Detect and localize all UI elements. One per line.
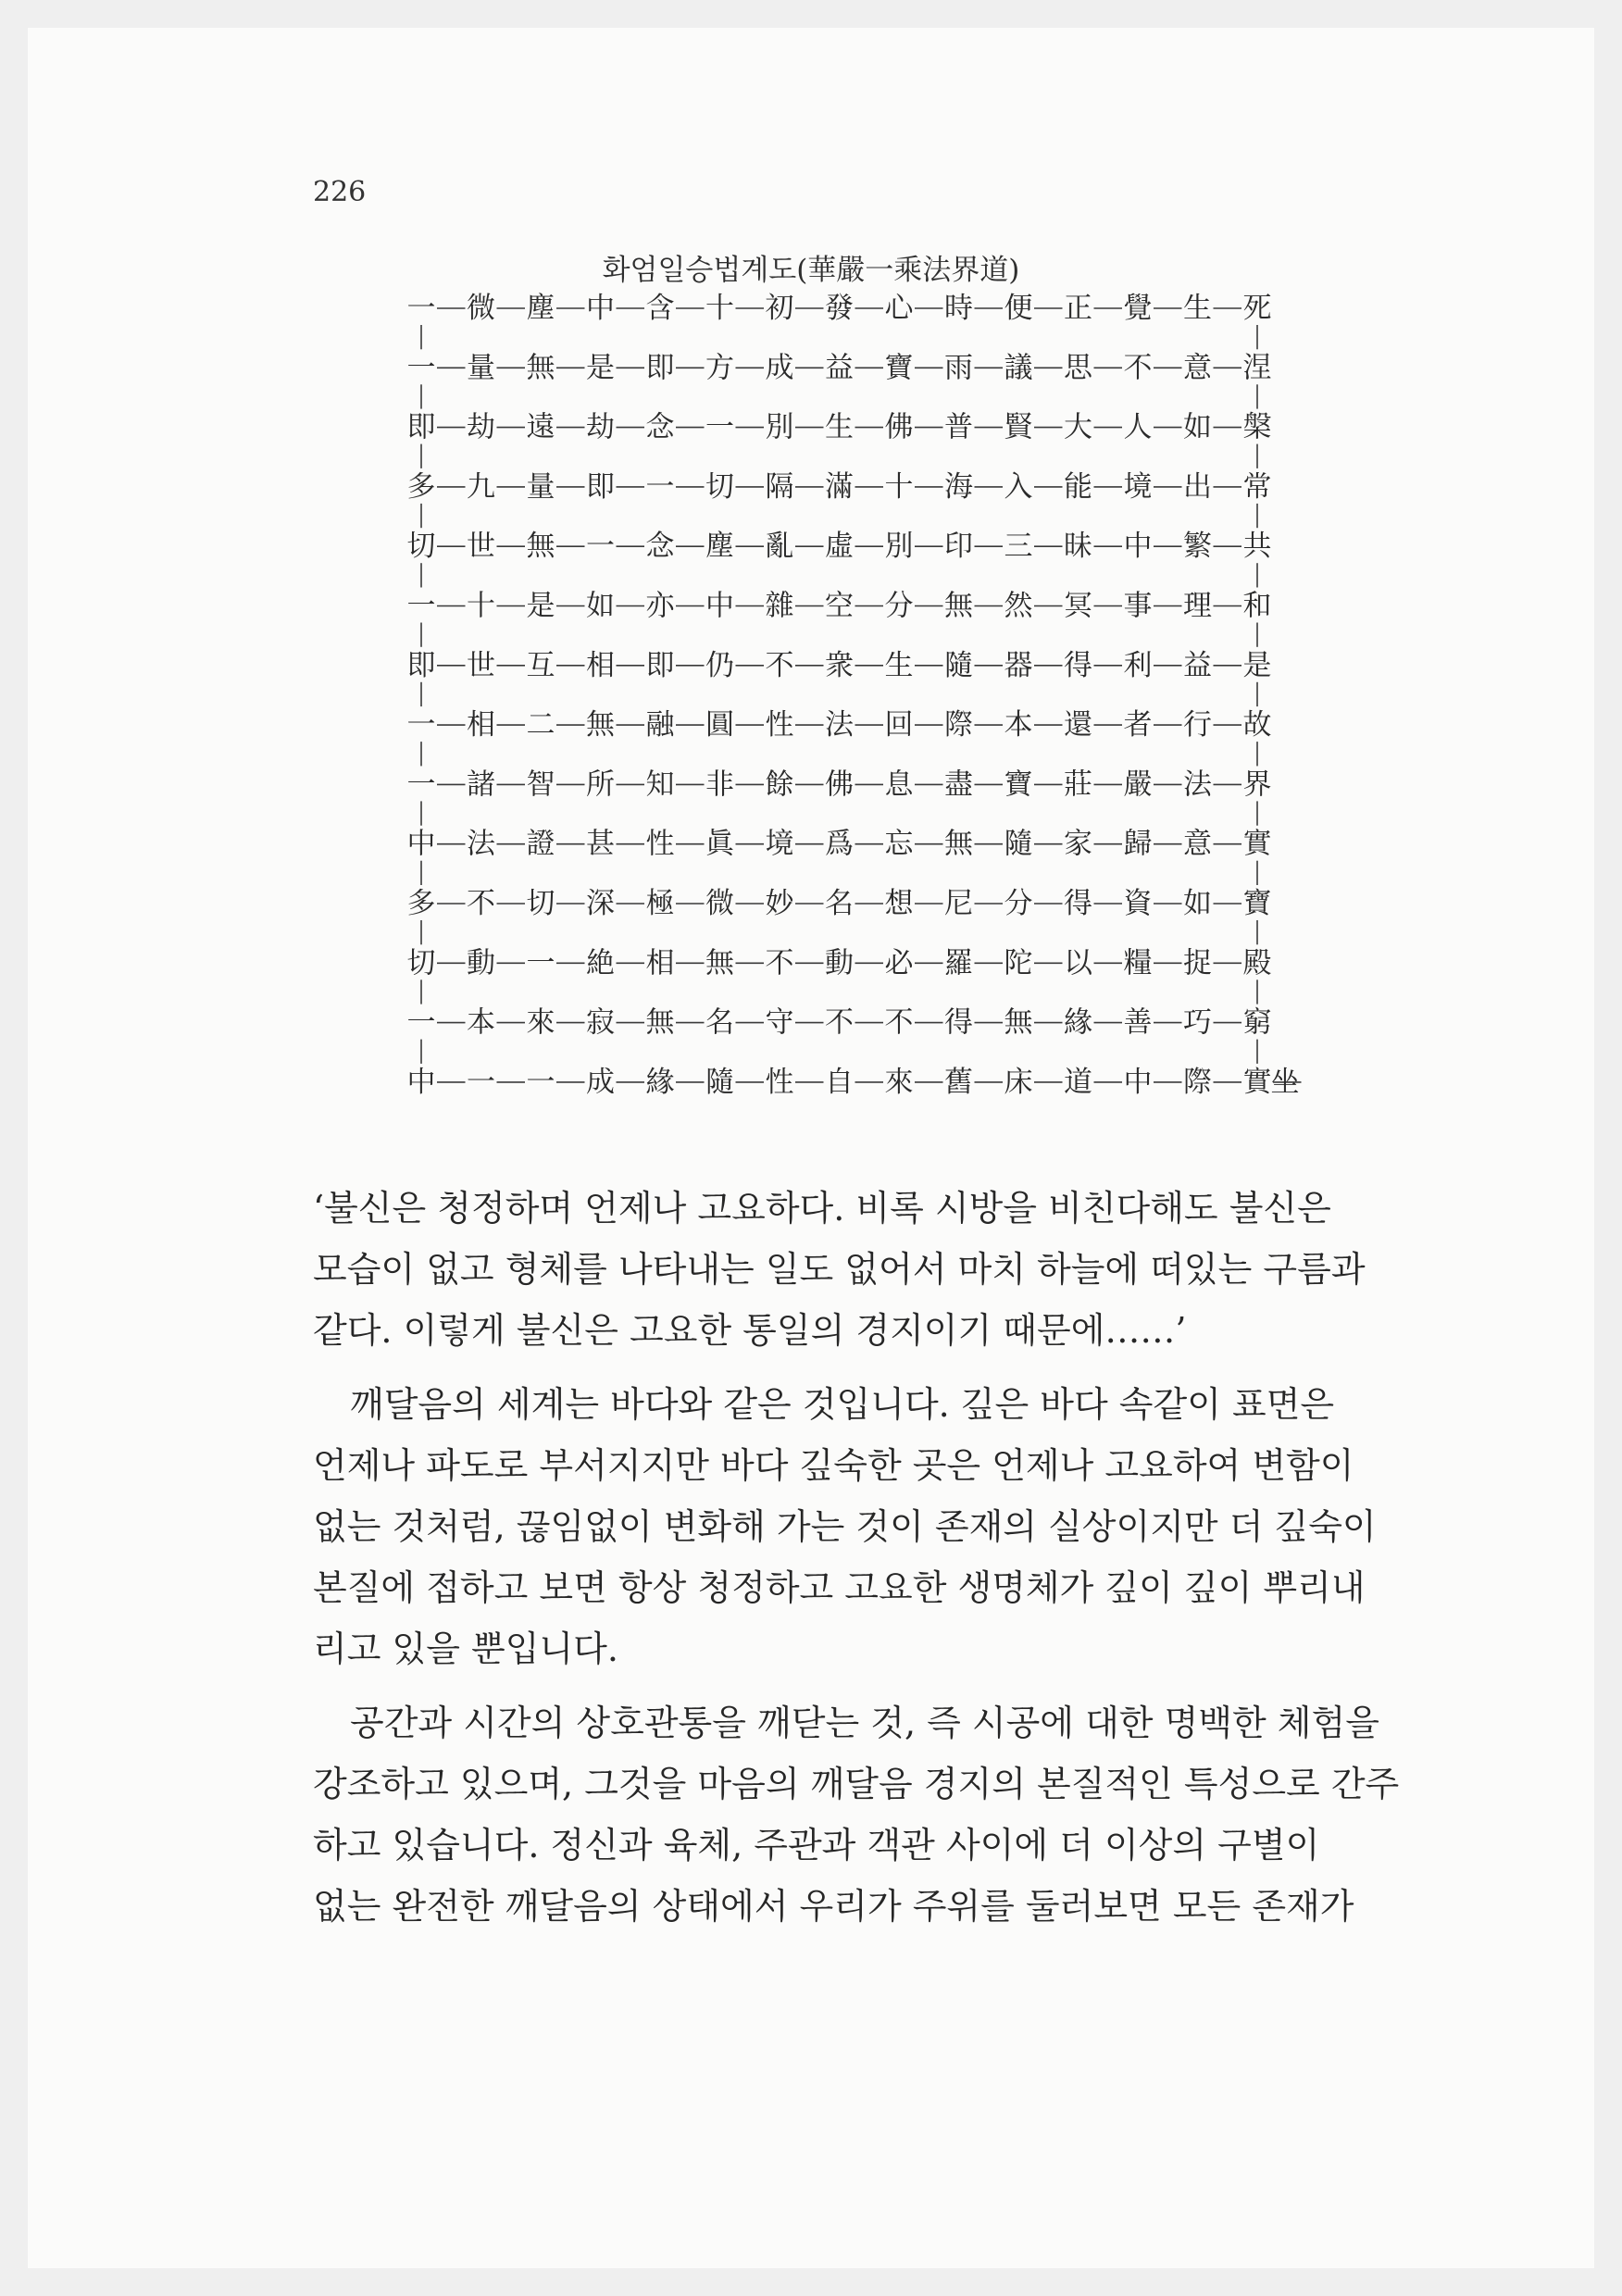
- diagram-character: 不: [765, 648, 794, 682]
- diagram-character: 議: [1004, 351, 1033, 385]
- diagram-character: 嚴: [1123, 767, 1153, 802]
- diagram-character: 相: [467, 708, 495, 742]
- diagram-character: 覺: [1123, 292, 1153, 325]
- diagram-character: 來: [884, 1065, 914, 1099]
- diagram-character: 切: [406, 530, 436, 564]
- diagram-character: 隔: [765, 469, 794, 504]
- diagram-character: 生: [825, 410, 854, 444]
- body-text: [313, 1178, 1424, 1950]
- diagram-character: 多: [406, 887, 436, 920]
- diagram-character: 衆: [825, 648, 854, 682]
- diagram-character: 雜: [765, 589, 794, 623]
- diagram-character: 別: [765, 410, 794, 444]
- diagram-character: 得: [944, 1005, 973, 1040]
- diagram-character: 量: [526, 469, 555, 504]
- diagram-character: 人: [1123, 410, 1153, 444]
- diagram-character: 意: [1183, 827, 1212, 861]
- diagram-character: 亂: [765, 530, 794, 564]
- diagram-character: 理: [1183, 589, 1212, 623]
- text-line: 깨달음의 세계는 바다와 같은 것입니다. 깊은 바다 속같이 표면은: [350, 1384, 1335, 1425]
- diagram-character: 如: [1183, 887, 1212, 920]
- text-line: ‘불신은 청정하며 언제나 고요하다. 비록 시방을 비친다해도 불신은: [313, 1188, 1331, 1229]
- diagram-character: 一: [406, 589, 436, 623]
- diagram-character: 成: [586, 1065, 615, 1099]
- diagram-character: 劫: [467, 410, 495, 444]
- diagram-character: 出: [1183, 469, 1212, 504]
- diagram-character: 歸: [1123, 827, 1153, 861]
- diagram-character: 極: [645, 887, 675, 920]
- diagram-character: 隨: [705, 1065, 734, 1099]
- text-line: 하고 있습니다. 정신과 육체, 주관과 객관 사이에 더 이상의 구별이: [313, 1825, 1320, 1866]
- diagram-character: 一: [406, 1005, 436, 1040]
- diagram-character: 寶: [884, 351, 914, 385]
- diagram-character: 正: [1064, 292, 1092, 325]
- diagram-character: 塵: [526, 292, 555, 325]
- diagram-character: 如: [586, 589, 615, 623]
- diagram-character: 智: [526, 767, 555, 802]
- diagram-character: 不: [884, 1005, 914, 1040]
- diagram-character: 死: [1242, 292, 1272, 325]
- diagram-character: 切: [526, 887, 555, 920]
- diagram-character: 中: [406, 1065, 436, 1099]
- diagram-character: 一: [406, 708, 436, 742]
- diagram-character: 無: [645, 1005, 675, 1040]
- diagram-character: 分: [1004, 887, 1033, 920]
- diagram-character: 海: [944, 469, 973, 504]
- diagram-character: 賢: [1004, 410, 1033, 444]
- diagram-character: 涅: [1242, 351, 1272, 385]
- diagram-character: 坐: [1270, 1065, 1300, 1099]
- diagram-character: 仍: [705, 648, 734, 682]
- diagram-character: 分: [884, 589, 914, 623]
- diagram-character: 陀: [1004, 946, 1033, 980]
- diagram-character: 善: [1123, 1005, 1153, 1040]
- diagram-character: 家: [1064, 827, 1092, 861]
- paragraph-2: [313, 1374, 1424, 1679]
- diagram-character: 時: [944, 292, 973, 325]
- diagram-character: 自: [825, 1065, 854, 1099]
- diagram-character: 一: [467, 1065, 495, 1099]
- diagram-character: 切: [705, 469, 734, 504]
- diagram-character: 無: [944, 827, 973, 861]
- diagram-character: 念: [645, 410, 675, 444]
- diagram-character: 三: [1004, 530, 1033, 564]
- diagram-character: 捉: [1183, 946, 1212, 980]
- diagram-character: 一: [586, 530, 615, 564]
- diagram-character: 不: [825, 1005, 854, 1040]
- diagram-character: 共: [1242, 530, 1272, 564]
- diagram-character: 糧: [1123, 946, 1153, 980]
- diagram-character: 所: [586, 767, 615, 802]
- diagram-character: 中: [705, 589, 734, 623]
- diagram-character: 即: [586, 469, 615, 504]
- diagram-character: 相: [586, 648, 615, 682]
- diagram-character: 佛: [884, 410, 914, 444]
- diagram-character: 想: [884, 887, 914, 920]
- diagram-character: 動: [825, 946, 854, 980]
- diagram-character: 微: [705, 887, 734, 920]
- diagram-character: 名: [705, 1005, 734, 1040]
- paragraph-3: [313, 1692, 1424, 1937]
- diagram-character: 無: [586, 708, 615, 742]
- diagram-character: 以: [1064, 946, 1092, 980]
- diagram-character: 得: [1064, 887, 1092, 920]
- diagram-character: 性: [765, 1065, 794, 1099]
- diagram-character: 即: [645, 648, 675, 682]
- diagram-character: 一: [406, 351, 436, 385]
- diagram-character: 益: [825, 351, 854, 385]
- diagram-character: 切: [406, 946, 436, 980]
- diagram-character: 來: [526, 1005, 555, 1040]
- diagram-character: 普: [944, 410, 973, 444]
- diagram-character: 即: [645, 351, 675, 385]
- diagram-character: 甚: [586, 827, 615, 861]
- diagram-character: 含: [645, 292, 675, 325]
- diagram-character: 大: [1064, 410, 1092, 444]
- diagram-character: 莊: [1064, 767, 1092, 802]
- diagram-character: 繁: [1183, 530, 1212, 564]
- diagram-character: 劫: [586, 410, 615, 444]
- diagram-character: 動: [467, 946, 495, 980]
- diagram-character: 成: [765, 351, 794, 385]
- diagram-character: 中: [1123, 1065, 1153, 1099]
- diagram-character: 微: [467, 292, 495, 325]
- diagram-character: 是: [1242, 648, 1272, 682]
- diagram-character: 滿: [825, 469, 854, 504]
- diagram-character: 眞: [705, 827, 734, 861]
- diagram-character: 是: [526, 589, 555, 623]
- text-line: 공간과 시간의 상호관통을 깨닫는 것, 즉 시공에 대한 명백한 체험을: [350, 1703, 1379, 1743]
- diagram-character: 本: [467, 1005, 495, 1040]
- diagram-character: 中: [586, 292, 615, 325]
- diagram-character: 量: [467, 351, 495, 385]
- diagram-character: 冥: [1064, 589, 1092, 623]
- diagram-character: 融: [645, 708, 675, 742]
- diagram-character: 盡: [944, 767, 973, 802]
- diagram-character: 絶: [586, 946, 615, 980]
- diagram-character: 一: [645, 469, 675, 504]
- page-number: 226: [313, 176, 367, 208]
- diagram-character: 二: [526, 708, 555, 742]
- diagram-character: 性: [765, 708, 794, 742]
- diagram-character: 無: [1004, 1005, 1033, 1040]
- diagram-character: 羅: [944, 946, 973, 980]
- diagram-character: 際: [944, 708, 973, 742]
- diagram-character: 窮: [1242, 1005, 1272, 1040]
- diagram-character: 印: [944, 530, 973, 564]
- diagram-character: 十: [884, 469, 914, 504]
- diagram-character: 念: [645, 530, 675, 564]
- diagram-character: 非: [705, 767, 734, 802]
- diagram-character: 利: [1123, 648, 1153, 682]
- diagram-character: 十: [467, 589, 495, 623]
- diagram-character: 名: [825, 887, 854, 920]
- diagram-character: 寶: [1242, 887, 1272, 920]
- diagram-character: 回: [884, 708, 914, 742]
- diagram-character: 法: [467, 827, 495, 861]
- diagram-character: 知: [645, 767, 675, 802]
- diagram-character: 即: [406, 410, 436, 444]
- diagram-character: 資: [1123, 887, 1153, 920]
- diagram-character: 生: [884, 648, 914, 682]
- diagram-character: 還: [1064, 708, 1092, 742]
- diagram-character: 隨: [1004, 827, 1033, 861]
- diagram-character: 別: [884, 530, 914, 564]
- diagram-character: 床: [1004, 1065, 1033, 1099]
- diagram-character: 舊: [944, 1065, 973, 1099]
- diagram-character: 隨: [944, 648, 973, 682]
- diagram-character: 行: [1183, 708, 1212, 742]
- diagram-character: 諸: [467, 767, 495, 802]
- diagram-character: 相: [645, 946, 675, 980]
- diagram-character: 空: [825, 589, 854, 623]
- diagram-character: 事: [1123, 589, 1153, 623]
- diagram-character: 即: [406, 648, 436, 682]
- diagram-character: 入: [1004, 469, 1033, 504]
- diagram-character: 不: [1123, 351, 1153, 385]
- diagram-character: 一: [705, 410, 734, 444]
- diagram-character: 思: [1064, 351, 1092, 385]
- diagram-character: 如: [1183, 410, 1212, 444]
- diagram-character: 實: [1242, 1065, 1272, 1099]
- diagram-character: 者: [1123, 708, 1153, 742]
- diagram-character: 性: [645, 827, 675, 861]
- diagram-character: 無: [526, 530, 555, 564]
- text-line: 없는 완전한 깨달음의 상태에서 우리가 주위를 둘러보면 모든 존재가: [313, 1886, 1354, 1927]
- diagram-character: 妙: [765, 887, 794, 920]
- diagram-character: 境: [1123, 469, 1153, 504]
- diagram-character: 器: [1004, 648, 1033, 682]
- diagram-character: 互: [526, 648, 555, 682]
- diagram-character: 實: [1242, 827, 1272, 861]
- diagram-character: 法: [1183, 767, 1212, 802]
- text-line: 모습이 없고 형체를 나타내는 일도 없어서 마치 하늘에 떠있는 구름과: [313, 1249, 1366, 1290]
- diagram-character: 槃: [1242, 410, 1272, 444]
- diagram-character: 虛: [825, 530, 854, 564]
- diagram-character: 殿: [1242, 946, 1272, 980]
- diagram-character: 益: [1183, 648, 1212, 682]
- diagram-character: 雨: [944, 351, 973, 385]
- diagram-character: 便: [1004, 292, 1033, 325]
- diagram-character: 境: [765, 827, 794, 861]
- diagram-character: 多: [406, 469, 436, 504]
- diagram-character: 緣: [645, 1065, 675, 1099]
- diagram-character: 必: [884, 946, 914, 980]
- diagram-character: 心: [884, 292, 914, 325]
- diagram-character: 際: [1183, 1065, 1212, 1099]
- diagram-character: 一: [406, 292, 436, 325]
- text-line: 강조하고 있으며, 그것을 마음의 깨달음 경지의 본질적인 특성으로 간주: [313, 1764, 1400, 1804]
- diagram-character: 遠: [526, 410, 555, 444]
- diagram-character: 道: [1064, 1065, 1092, 1099]
- diagram-character: 故: [1242, 708, 1272, 742]
- diagram-character: 中: [406, 827, 436, 861]
- diagram-character: 世: [467, 530, 495, 564]
- diagram-character: 本: [1004, 708, 1033, 742]
- diagram-character: 中: [1123, 530, 1153, 564]
- diagram-character: 方: [705, 351, 734, 385]
- diagram-character: 塵: [705, 530, 734, 564]
- diagram-character: 忘: [884, 827, 914, 861]
- diagram-character: 無: [705, 946, 734, 980]
- text-line: 언제나 파도로 부서지지만 바다 깊숙한 곳은 언제나 고요하여 변함이: [313, 1445, 1354, 1486]
- text-line: 본질에 접하고 보면 항상 청정하고 고요한 생명체가 깊이 깊이 뿌리내: [313, 1567, 1366, 1608]
- diagram-character: 不: [467, 887, 495, 920]
- diagram-character: 爲: [825, 827, 854, 861]
- diagram-character: 一: [526, 1065, 555, 1099]
- diagram-character: 昧: [1064, 530, 1092, 564]
- diagram-character: 無: [944, 589, 973, 623]
- diagram-character: 餘: [765, 767, 794, 802]
- diagram-character: 意: [1183, 351, 1212, 385]
- diagram-character: 不: [765, 946, 794, 980]
- diagram-character: 亦: [645, 589, 675, 623]
- diagram-title: 화엄일승법계도(華嚴一乘法界道): [602, 254, 1020, 287]
- diagram-character: 得: [1064, 648, 1092, 682]
- diagram-character: 發: [825, 292, 854, 325]
- diagram-character: 能: [1064, 469, 1092, 504]
- diagram-character: 和: [1242, 589, 1272, 623]
- diagram-character: 世: [467, 648, 495, 682]
- diagram-character: 常: [1242, 469, 1272, 504]
- diagram-character: 守: [765, 1005, 794, 1040]
- diagram-character: 巧: [1183, 1005, 1212, 1040]
- diagram-character: 息: [884, 767, 914, 802]
- diagram-character: 無: [526, 351, 555, 385]
- diagram-character: 深: [586, 887, 615, 920]
- diagram-character: 生: [1183, 292, 1212, 325]
- diagram-character: 九: [467, 469, 495, 504]
- diagram-character: 寂: [586, 1005, 615, 1040]
- diagram-character: 尼: [944, 887, 973, 920]
- diagram-character: 緣: [1064, 1005, 1092, 1040]
- diagram-character: 初: [765, 292, 794, 325]
- diagram-character: 證: [526, 827, 555, 861]
- diagram-character: 法: [825, 708, 854, 742]
- diagram-character: 寶: [1004, 767, 1033, 802]
- diagram-character: 然: [1004, 589, 1033, 623]
- diagram-character: 十: [705, 292, 734, 325]
- diagram-character: 一: [526, 946, 555, 980]
- text-line: 없는 것처럼, 끊임없이 변화해 가는 것이 존재의 실상이지만 더 깊숙이: [313, 1506, 1377, 1547]
- text-line: 같다. 이렇게 불신은 고요한 통일의 경지이기 때문에……’: [313, 1310, 1187, 1351]
- diagram-character: 是: [586, 351, 615, 385]
- diagram-character: 圓: [705, 708, 734, 742]
- diagram-character: 界: [1242, 767, 1272, 802]
- text-line: 리고 있을 뿐입니다.: [313, 1628, 618, 1669]
- diagram-character: 佛: [825, 767, 854, 802]
- diagram-character: 一: [406, 767, 436, 802]
- paragraph-1: [313, 1178, 1424, 1361]
